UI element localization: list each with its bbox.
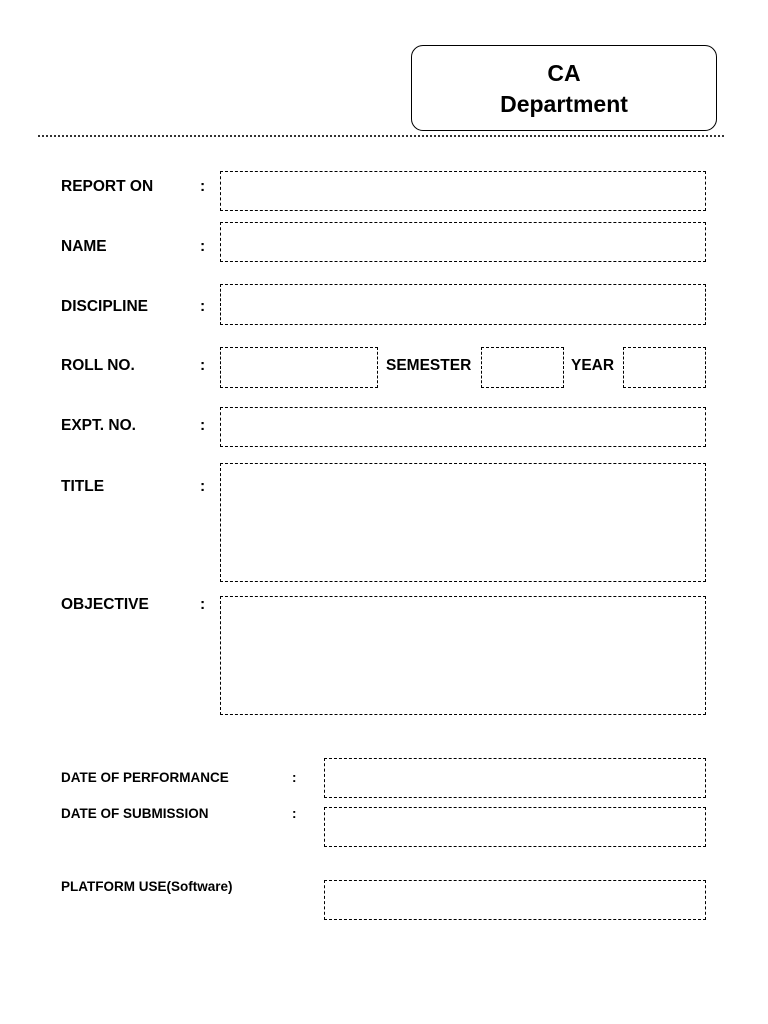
discipline-field[interactable] [220,284,706,325]
department-line-2: Department [500,91,628,117]
semester-field[interactable] [481,347,564,388]
date-of-performance-label: DATE OF PERFORMANCE [61,770,229,785]
discipline-colon: : [200,298,206,315]
report-on-field[interactable] [220,171,706,211]
objective-colon: : [200,596,206,613]
roll-no-field[interactable] [220,347,378,388]
department-line-1: CA [547,60,581,86]
objective-field[interactable] [220,596,706,715]
report-on-colon: : [200,178,206,195]
dotted-divider [38,135,724,137]
year-label: YEAR [571,357,615,374]
platform-use-label: PLATFORM USE(Software) [61,879,233,894]
name-label: NAME [61,238,107,255]
objective-label: OBJECTIVE [61,596,149,613]
date-of-submission-label: DATE OF SUBMISSION [61,806,209,821]
expt-no-field[interactable] [220,407,706,447]
discipline-label: DISCIPLINE [61,298,148,315]
title-label: TITLE [61,478,105,495]
date-of-submission-colon: : [292,806,297,821]
roll-no-label: ROLL NO. [61,357,135,374]
platform-use-field[interactable] [324,880,706,920]
name-field[interactable] [220,222,706,262]
expt-no-colon: : [200,417,206,434]
department-box [411,45,717,131]
name-colon: : [200,238,206,255]
date-of-performance-colon: : [292,770,297,785]
report-on-label: REPORT ON [61,178,154,195]
date-of-performance-field[interactable] [324,758,706,798]
title-colon: : [200,478,206,495]
roll-no-colon: : [200,357,206,374]
date-of-submission-field[interactable] [324,807,706,847]
title-field[interactable] [220,463,706,582]
semester-label: SEMESTER [386,357,472,374]
expt-no-label: EXPT. NO. [61,417,136,434]
year-field[interactable] [623,347,706,388]
